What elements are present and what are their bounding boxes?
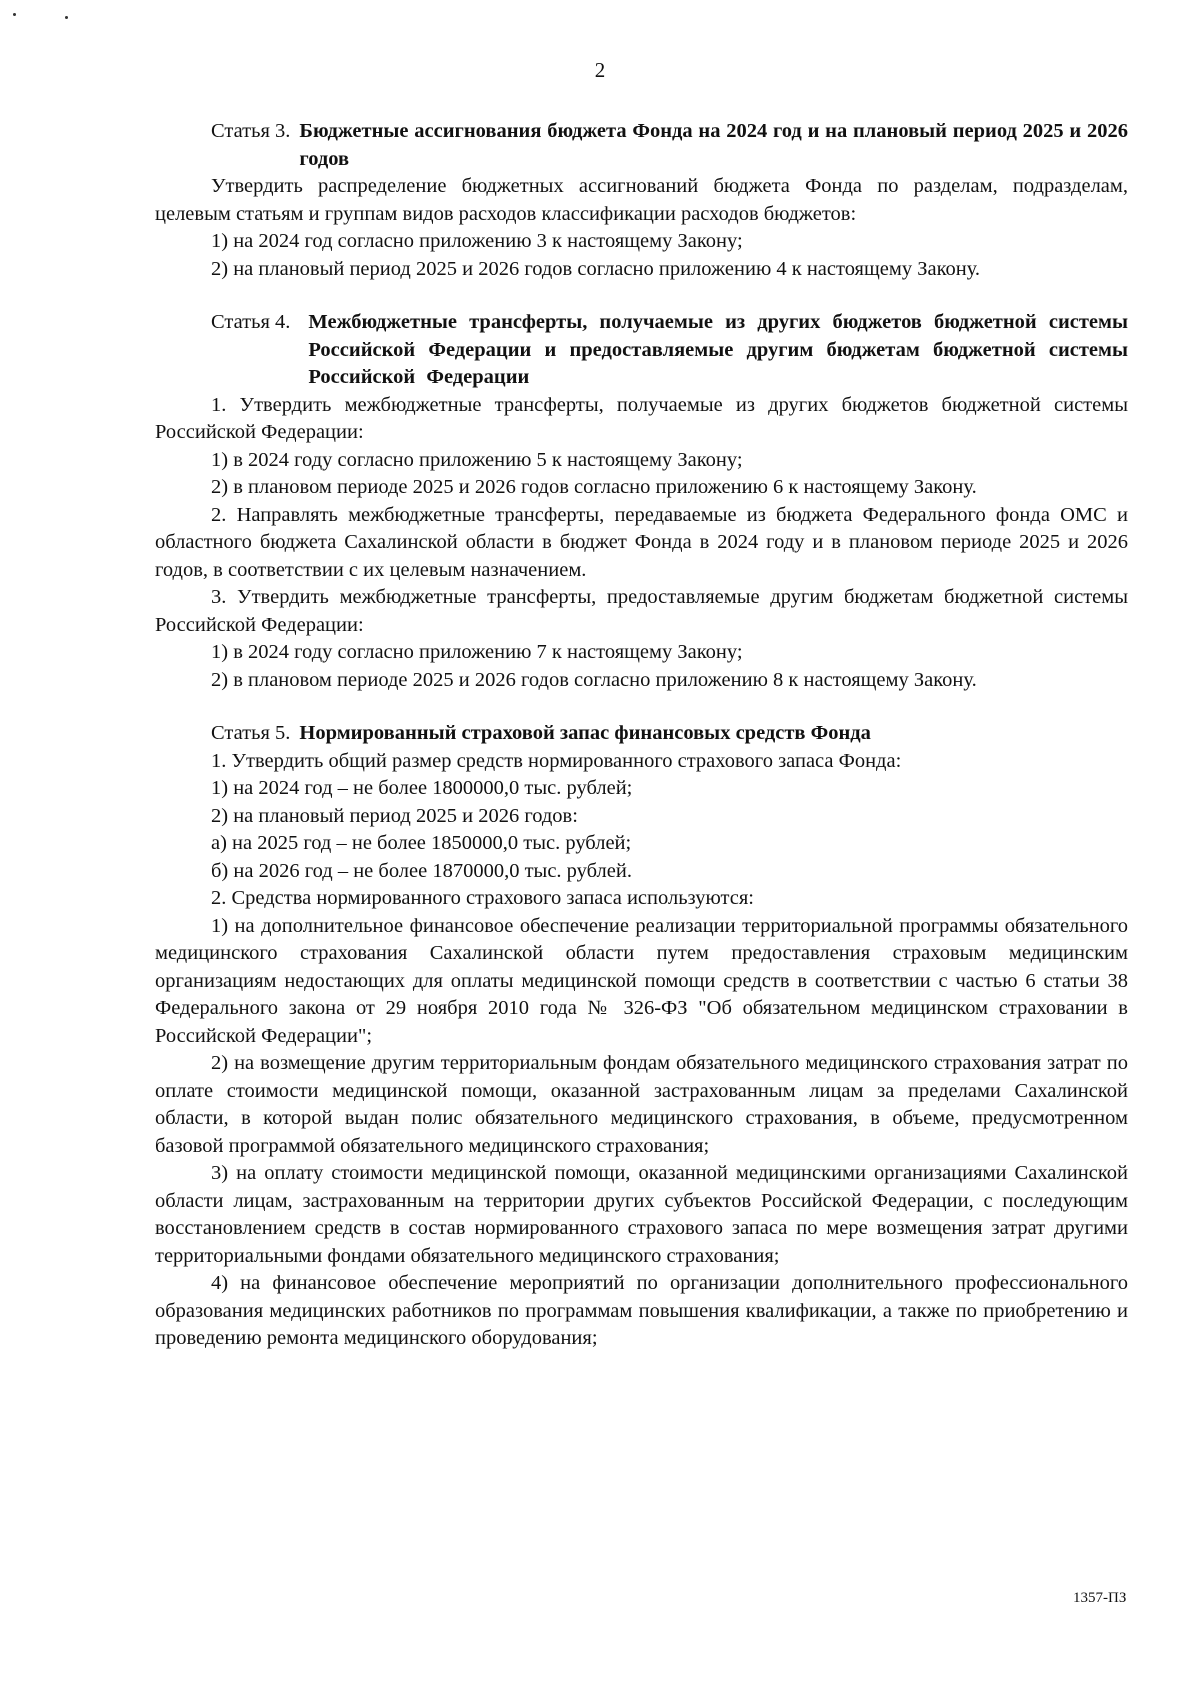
paragraph: 2) в плановом периоде 2025 и 2026 годов согласно приложению 6 к настоящему Закону. — [211, 476, 977, 498]
paragraph: 2) в плановом периоде 2025 и 2026 годов согласно приложению 8 к настоящему Закону. — [211, 668, 977, 691]
paragraph: 2. Средства нормированного страхового запаса используются: — [211, 887, 754, 909]
article-5-title: Нормированный страховой запас финансовых средств Фонда — [299, 722, 871, 744]
paragraph: 2) на возмещение другим территориальным фондам обязательного медицинского страхования затрат по оплате стоимости медицинской помощи, оказанной застрахованным лицам за пределами Сахалинской области, в которой выдан полис обязательного медицинского страхования, в объеме, предусмотренном базовой программой обязательного медицинского страхования; — [155, 1052, 1128, 1157]
paragraph: Утвердить распределение бюджетных ассигнований бюджета Фонда по разделам, подразделам, целевым статьям и группам видов расходов классификации расходов бюджетов: — [155, 175, 1128, 225]
document-body — [155, 118, 1128, 1379]
document-code: 1357-ПЗ — [1073, 1590, 1127, 1606]
paragraph: 2) на плановый период 2025 и 2026 годов согласно приложению 4 к настоящему Закону. — [211, 257, 981, 280]
article-4-label: Статья 4. — [211, 311, 291, 333]
article-3-label: Статья 3. — [211, 120, 291, 142]
paragraph: 4) на финансовое обеспечение мероприятий по организации дополнительного профессионального образования медицинских работников по программам повышения квалификации, а также по приобретению и проведению ремонта медицинского оборудования; — [155, 1272, 1128, 1349]
paragraph: 1) на 2024 год – не более 1800000,0 тыс. рублей; — [211, 777, 633, 799]
paragraph: 3) на оплату стоимости медицинской помощи, оказанной медицинскими организациями Сахалинской области лицам, застрахованным на территории других субъектов Российской Федерации, с последующим восстановлением средств в состав нормированного страхового запаса по мере возмещения затрат другими территориальными фондами обязательного медицинского страхования; — [155, 1162, 1128, 1267]
article-3 — [155, 118, 1128, 283]
paragraph: 1) в 2024 году согласно приложению 7 к настоящему Закону; — [211, 641, 743, 663]
paragraph: б) на 2026 год – не более 1870000,0 тыс. рублей. — [211, 859, 632, 882]
article-4-title: Межбюджетные трансферты, получаемые из других бюджетов бюджетной системы Российской Федерации и предоставляемые другим бюджетам бюджетной системы Российской Федерации — [308, 311, 1128, 388]
scan-speck — [65, 16, 68, 19]
article-4 — [155, 309, 1128, 694]
article-3-heading — [211, 118, 1128, 173]
article-4-heading — [211, 309, 1128, 392]
article-5-heading — [211, 720, 1128, 748]
paragraph: 1. Утвердить общий размер средств нормированного страхового запаса Фонда: — [211, 749, 902, 772]
paragraph: 1) на дополнительное финансовое обеспечение реализации территориальной программы обязательного медицинского страхования Сахалинской области путем предоставления страховым медицинским организациям недостающих для оплаты медицинской помощи средств в соответствии с частью 6 статьи 38 Федерального закона от 29 ноября 2010 года № 326-ФЗ "Об обязательном медицинском страховании в Российской Федерации"; — [155, 914, 1128, 1047]
paragraph: 1. Утвердить межбюджетные трансферты, получаемые из других бюджетов бюджетной системы Российской Федерации: — [155, 393, 1128, 443]
paragraph: 2. Направлять межбюджетные трансферты, передаваемые из бюджета Федерального фонда ОМС и областного бюджета Сахалинской области в бюджет Фонда в 2024 году и в плановом периоде 2025 и 2026 годов, в соответствии с их целевым назначением. — [155, 503, 1128, 581]
paragraph: 3. Утвердить межбюджетные трансферты, предоставляемые другим бюджетам бюджетной системы Российской Федерации: — [155, 586, 1128, 636]
article-3-title: Бюджетные ассигнования бюджета Фонда на 2024 год и на плановый период 2025 и 2026 годов — [299, 120, 1128, 170]
article-5-label: Статья 5. — [211, 722, 291, 744]
paragraph: 1) в 2024 году согласно приложению 5 к настоящему Закону; — [211, 448, 743, 471]
paragraph: 1) на 2024 год согласно приложению 3 к настоящему Закону; — [211, 230, 743, 252]
paragraph: а) на 2025 год – не более 1850000,0 тыс. рублей; — [211, 832, 632, 854]
page-number: 2 — [594, 58, 606, 82]
paragraph: 2) на плановый период 2025 и 2026 годов: — [211, 804, 578, 827]
article-5 — [155, 720, 1128, 1353]
scan-speck — [13, 13, 16, 16]
